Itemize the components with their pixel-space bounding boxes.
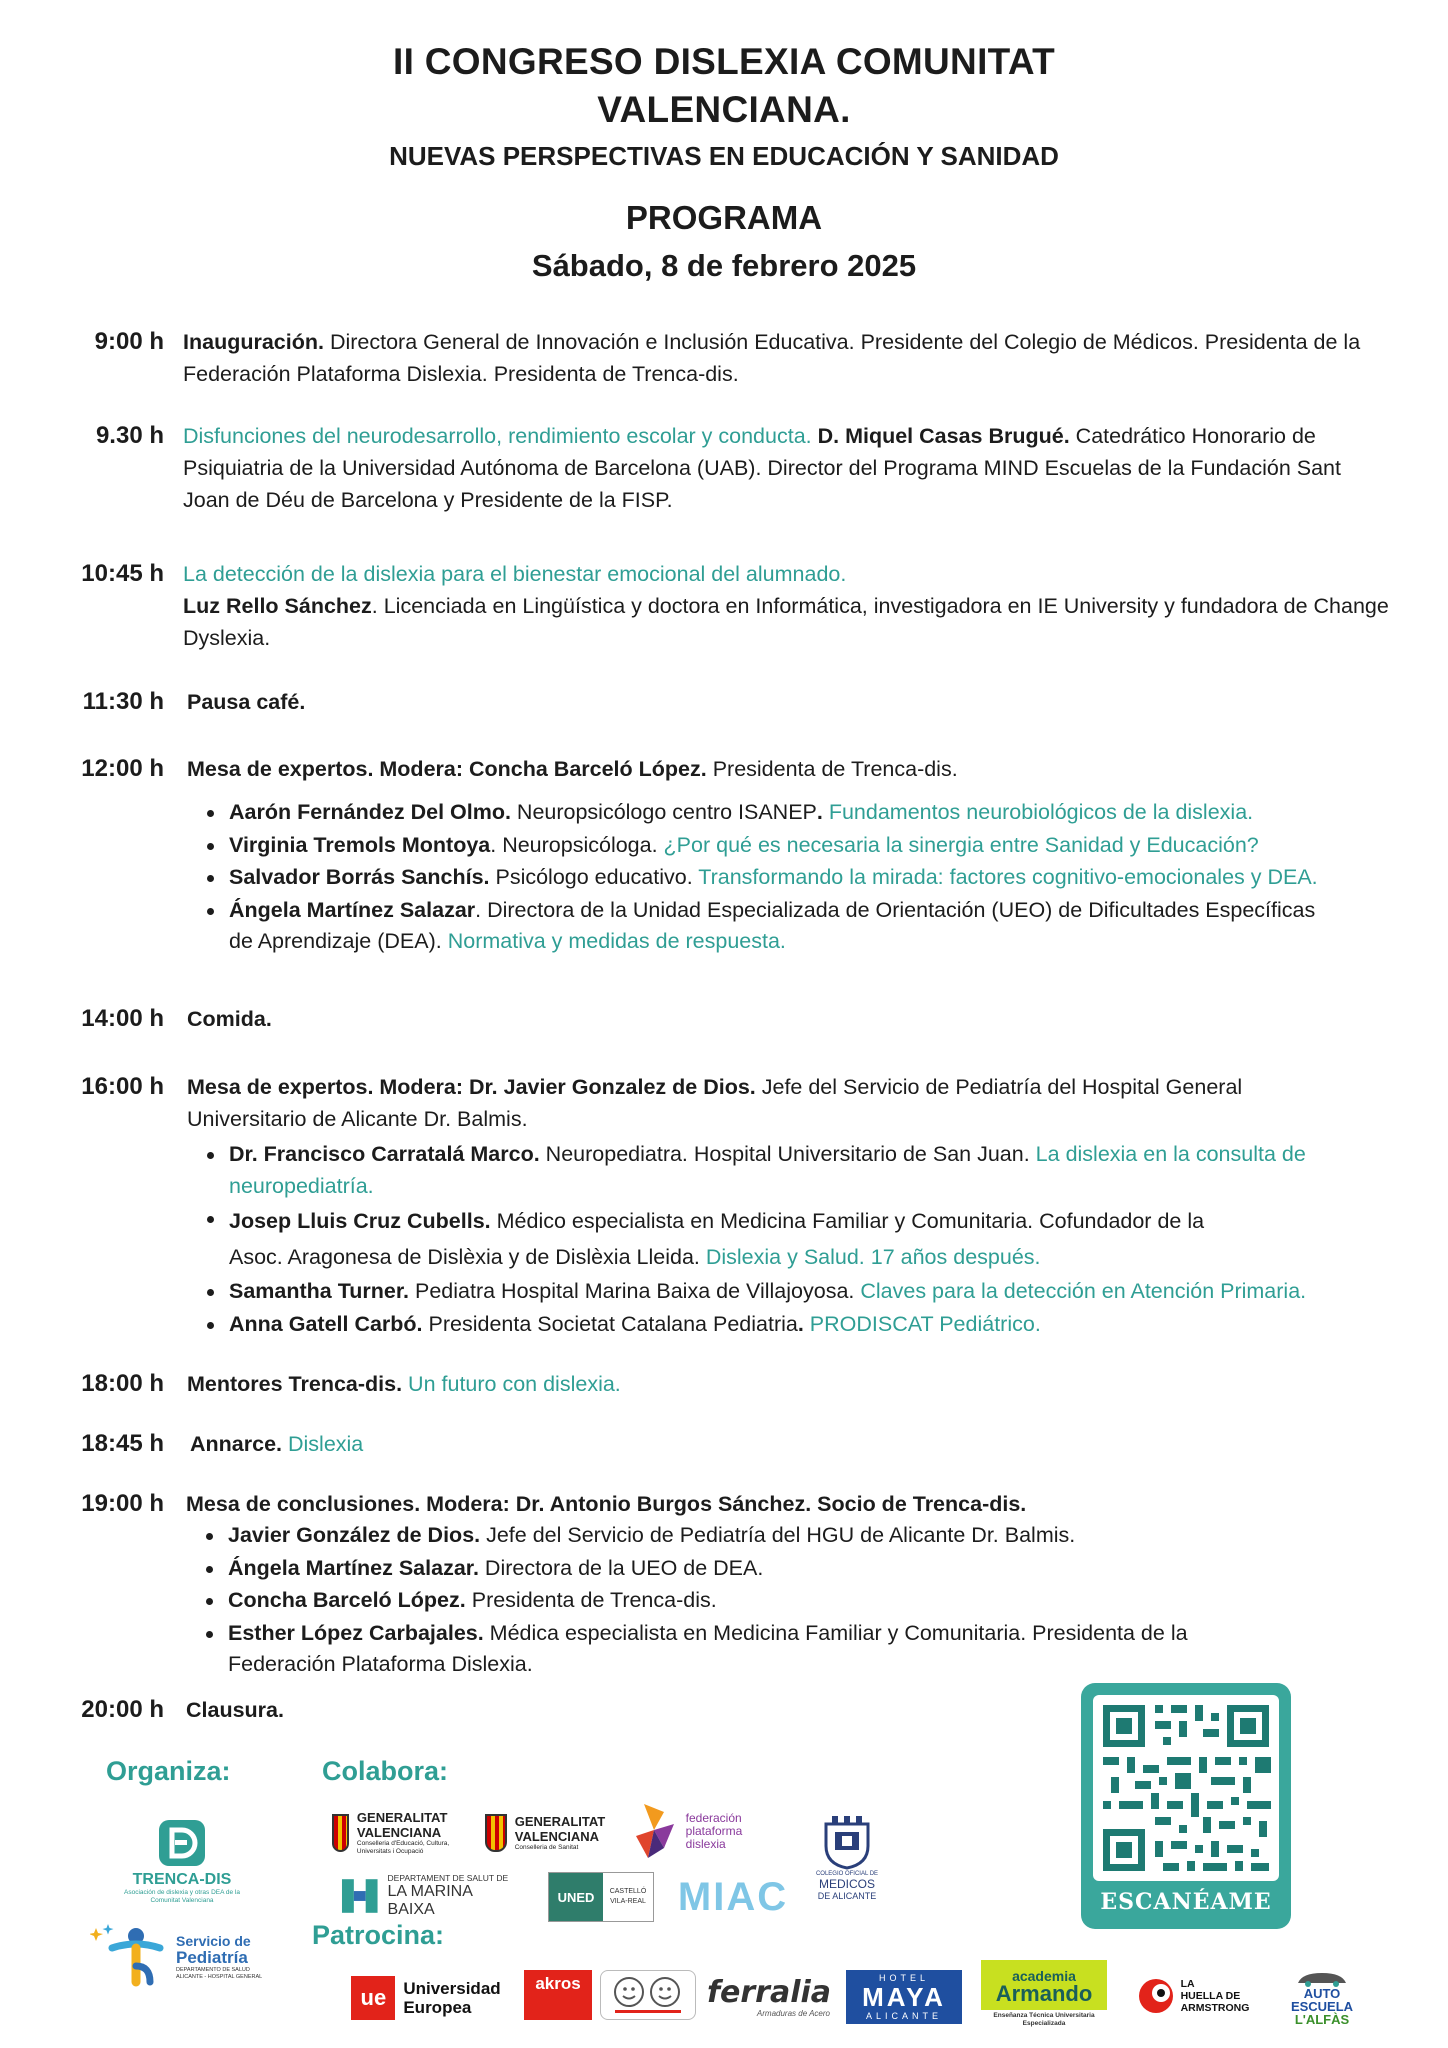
qr-label: ESCANÉAME xyxy=(1100,1889,1272,1915)
federacion-text xyxy=(686,1812,743,1851)
huella-icon xyxy=(1137,1977,1175,2015)
uned-line-1: CASTELLÓ xyxy=(609,1888,647,1895)
speaker-desc: . Directora de la Unidad Especializada de Orientación (UEO) de Dificultades Específicas de Aprendizaje (DEA). xyxy=(229,897,1316,953)
universidad-europea-logo xyxy=(344,1974,508,2022)
entry-text: Directora General de Innovación e Inclusión Educativa. Presidente del Colegio de Médicos. Presidenta de la Federación Plataforma Dislexia. Presidenta de Trenca-dis. xyxy=(183,330,1361,386)
entry-body xyxy=(187,1071,1317,1341)
uned-line-2: VILA-REAL xyxy=(610,1898,646,1905)
ferralia-name: ferralia xyxy=(706,1974,832,2010)
car-icon xyxy=(1292,1971,1352,1987)
children-faces-icon xyxy=(605,1974,691,2016)
talk-title: Claves para la detección en Atención Primaria. xyxy=(854,1279,1307,1303)
marina-baixa-line-2: LA MARINA BAIXA xyxy=(387,1883,473,1918)
marina-baixa-logo xyxy=(340,1874,522,1918)
entry-time: 12:00 h xyxy=(81,755,164,782)
speaker-desc: Directora de la UEO de DEA. xyxy=(478,1555,764,1580)
subtitle: NUEVAS PERSPECTIVAS EN EDUCACIÓN Y SANIDAD xyxy=(389,141,1059,171)
separator: . xyxy=(816,800,823,824)
entry-body xyxy=(187,1368,1397,1400)
entry-time: 9.30 h xyxy=(95,422,164,449)
federacion-line-3: dislexia xyxy=(685,1836,726,1851)
speaker-name: Aarón Fernández Del Olmo. xyxy=(229,800,511,824)
com-alicante-line-3: DE ALICANTE xyxy=(817,1890,877,1901)
list-item xyxy=(187,862,1397,894)
speaker-desc: Neuropediatra. Hospital Universitario de San Juan. xyxy=(539,1142,1030,1166)
ue-line-2: Europea xyxy=(403,1998,472,2017)
huella-line-1: LA xyxy=(1180,1978,1195,1990)
gva-sub: Conselleria d'Educació, Cultura, Universitats i Ocupació xyxy=(356,1840,450,1855)
entry-text: . Licenciada en Lingüística y doctora en Informática, investigadora en IE University y fundadora de Change Dyslexia. xyxy=(183,594,1389,650)
speaker-name: Virginia Tremols Montoya xyxy=(229,832,491,857)
entry-body xyxy=(183,558,1393,654)
uned-name: UNED xyxy=(549,1873,603,1921)
entry-time: 9:00 h xyxy=(94,328,164,355)
talk-title: Dislexia xyxy=(282,1432,364,1456)
armando-sub: Enseñanza Técnica Universitaria Especializada xyxy=(993,2012,1095,2027)
patrocina-label: Patrocina: xyxy=(312,1920,445,1950)
entry-time: 18:45 h xyxy=(81,1430,164,1457)
trencadis-icon xyxy=(157,1818,207,1868)
speaker-name: Josep Lluis Cruz Cubells. xyxy=(229,1209,491,1233)
pediatria-name-2: Pediatría xyxy=(176,1948,248,1967)
gva-shield-icon xyxy=(485,1814,507,1852)
entry-body xyxy=(187,753,1397,959)
maya-top: HOTEL xyxy=(878,1973,929,1983)
list-item xyxy=(187,895,1397,958)
speaker-name: Esther López Carbajales. xyxy=(228,1620,484,1645)
pediatria-icon xyxy=(90,1922,168,1992)
entry-time: 18:00 h xyxy=(81,1370,164,1397)
talk-title: Un futuro con dislexia. xyxy=(402,1372,621,1396)
trencadis-sub: Asociación de dislexia y otras DEA de la Comunitat Valenciana xyxy=(124,1888,240,1904)
qr-code[interactable] xyxy=(1081,1683,1291,1929)
federacion-icon xyxy=(634,1802,680,1860)
entry-time: 20:00 h xyxy=(81,1696,164,1723)
com-alicante-line-1: COLEGIO OFICIAL DE xyxy=(815,1870,879,1877)
speaker-name: Salvador Borrás Sanchís. xyxy=(229,865,490,889)
list-item xyxy=(187,797,1397,829)
hotel-maya-logo xyxy=(846,1970,962,2024)
ferralia-sub: Armaduras de Acero xyxy=(756,2008,830,2018)
speaker-desc: Neuropsicólogo centro ISANEP xyxy=(510,800,817,824)
speaker-desc: Pediatra Hospital Marina Baixa de Villajoyosa. xyxy=(409,1279,855,1303)
entry-body xyxy=(183,326,1393,390)
speaker-list xyxy=(187,1139,1317,1340)
armando-line-2: Armando xyxy=(995,1981,1093,2006)
title-line-1: II CONGRESO DISLEXIA COMUNITAT xyxy=(393,41,1055,82)
autoescuela-line-1: AUTO xyxy=(1303,1985,1341,2001)
list-item xyxy=(186,1618,1316,1681)
organiza-label: Organiza: xyxy=(106,1756,231,1786)
uned-city xyxy=(603,1887,653,1907)
autoescuela-line-3: L'ALFÀS xyxy=(1294,2011,1350,2027)
entry-time: 11:30 h xyxy=(82,688,164,715)
autoescuela-line-2: ESCUELA xyxy=(1290,1998,1354,2014)
gva-sanidad-logo xyxy=(481,1806,609,1860)
entry-title: Mesa de expertos. Moderа: Concha Barceló López. xyxy=(187,757,707,781)
speaker-name: Luz Rello Sánchez xyxy=(183,594,372,618)
entry-title: Annarce. xyxy=(190,1432,283,1456)
com-alicante-line-2: MEDICOS xyxy=(818,1876,875,1891)
speaker-name: D. Miquel Casas Brugué. xyxy=(811,424,1070,448)
trencadis-name: TRENCA-DIS xyxy=(132,1870,232,1888)
talk-title: PRODISCAT Pediátrico. xyxy=(803,1311,1041,1336)
armando-box xyxy=(981,1960,1107,2010)
talk-title: La detección de la dislexia para el bienestar emocional del alumnado. xyxy=(183,562,847,586)
title-line-2: VALENCIANA. xyxy=(597,89,851,130)
ue-mark: ue xyxy=(351,1976,395,2020)
speaker-desc: Médico especialista en Medicina Familiar y Comunitaria. Cofundador de la Asoc. Aragonesa de Dislèxia y de Dislèxia Lleida. xyxy=(229,1209,1205,1269)
maya-name: MAYA xyxy=(862,1982,946,2012)
pediatria-sub: DEPARTAMENTO DE SALUD ALICANTE - HOSPITAL GENERAL xyxy=(176,1967,263,1980)
speaker-name: Ángela Martínez Salazar. xyxy=(228,1555,479,1580)
speaker-desc: Presidenta Societat Catalana Pediatria xyxy=(422,1311,798,1336)
list-item xyxy=(186,1585,1316,1617)
com-alicante-logo xyxy=(811,1808,883,1906)
pediatria-logo xyxy=(84,1920,274,1994)
marina-baixa-text xyxy=(388,1873,522,1919)
federacion-line-1: federación xyxy=(685,1810,742,1825)
list-item xyxy=(186,1553,1316,1585)
armando-line-1: academia xyxy=(1012,1968,1076,1984)
entry-title: Clausura. xyxy=(186,1698,284,1722)
speaker-name: Ángela Martínez Salazar xyxy=(229,897,476,922)
entry-time: 16:00 h xyxy=(81,1073,164,1100)
qr-code-icon xyxy=(1093,1695,1279,1881)
speaker-desc: Médica especialista en Medicina Familiar y Comunitaria. Presidenta de la Federación Plataforma Dislexia. xyxy=(228,1620,1188,1676)
pediatria-name-1: Servicio de xyxy=(176,1933,251,1949)
marina-baixa-line-1: DEPARTAMENT DE SALUT DE xyxy=(387,1873,509,1883)
speaker-list xyxy=(187,797,1397,958)
huella-line-3: ARMSTRONG xyxy=(1180,2002,1250,2014)
speaker-name: Concha Barceló López. xyxy=(228,1588,466,1612)
gva-line-1: GENERALITAT xyxy=(514,1814,606,1829)
pediatria-text xyxy=(176,1933,268,1981)
entry-time: 19:00 h xyxy=(81,1490,164,1517)
separator: . xyxy=(797,1311,804,1336)
talk-title: Normativa y medidas de respuesta. xyxy=(441,929,786,953)
ferralia-logo xyxy=(708,1972,830,2022)
com-alicante-crest-icon xyxy=(818,1814,876,1870)
gva-shield-icon xyxy=(332,1814,349,1852)
autoescuela-logo xyxy=(1274,1968,1370,2028)
gva-line-2: VALENCIANA xyxy=(356,1825,442,1840)
event-date: Sábado, 8 de febrero 2025 xyxy=(531,248,917,283)
speaker-desc: . Neuropsicóloga. xyxy=(490,832,658,857)
speaker-list xyxy=(186,1520,1316,1681)
huella-line-2: HUELLA DE xyxy=(1180,1990,1241,2002)
talk-title: Dislexia y Salud. 17 años después. xyxy=(699,1245,1041,1269)
list-item xyxy=(186,1520,1316,1552)
talk-title: Fundamentos neurobiológicos de la dislexia. xyxy=(822,800,1254,824)
header xyxy=(0,38,1448,288)
list-item xyxy=(187,1309,1317,1341)
gva-educacion-logo xyxy=(332,1806,472,1860)
speaker-desc: Psicólogo educativo. xyxy=(489,865,693,889)
entry-title: Mesa de conclusiones. Modera: Dr. Antonio Burgos Sánchez. Socio de Trenca-dis. xyxy=(186,1492,1027,1516)
huella-text xyxy=(1181,1978,1250,2014)
talk-title: Transformando la mirada: factores cognitivo-emocionales y DEA. xyxy=(692,865,1318,889)
programa-heading: PROGRAMA xyxy=(625,199,823,236)
entry-title: Mentores Trenca-dis. xyxy=(187,1372,403,1396)
educational-logo xyxy=(600,1970,696,2020)
gva-line-1: GENERALITAT xyxy=(356,1810,448,1825)
gva-line-2: VALENCIANA xyxy=(514,1829,599,1844)
entry-title: Inauguración. xyxy=(183,330,324,354)
akros-logo: akros xyxy=(524,1970,592,2020)
uned-logo xyxy=(548,1872,654,1922)
entry-title: Mesa de expertos. Modera: Dr. Javier Gonzalez de Dios. xyxy=(187,1075,756,1099)
speaker-desc: Presidenta de Trenca-dis. xyxy=(465,1588,717,1612)
speaker-desc: Jefe del Servicio de Pediatría del HGU de Alicante Dr. Balmis. xyxy=(480,1523,1076,1547)
list-item xyxy=(187,1203,1317,1275)
entry-body xyxy=(183,420,1393,516)
entry-text: Catedrático Honorario de Psiquiatria de la Universidad Autónoma de Barcelona (UAB). Director del Programa MIND Escuelas de la Fundación Sant Joan de Déu de Barcelona y Presidente de la FISP. xyxy=(183,424,1341,512)
gva-sub: Conselleria de Sanitat xyxy=(514,1844,579,1851)
entry-body xyxy=(190,1428,1400,1460)
speaker-name: Anna Gatell Carbó. xyxy=(229,1311,423,1336)
talk-title: ¿Por qué es necesaria la sinergia entre Sanidad y Educación? xyxy=(657,832,1259,857)
speaker-name: Dr. Francisco Carratalá Marco. xyxy=(229,1142,540,1166)
speaker-name: Samantha Turner. xyxy=(229,1279,410,1303)
entry-time: 10:45 h xyxy=(81,560,164,587)
talk-title: La dislexia en la consulta de neuropediatría. xyxy=(229,1142,1306,1198)
trencadis-logo xyxy=(112,1808,252,1914)
entry-text: Presidenta de Trenca-dis. xyxy=(706,757,958,781)
list-item xyxy=(187,1276,1317,1308)
speaker-name: Javier González de Dios. xyxy=(228,1523,481,1547)
qr-code-matrix xyxy=(1093,1695,1279,1881)
entry-title: Comida. xyxy=(187,1007,272,1031)
entry-time: 14:00 h xyxy=(81,1005,164,1032)
maya-bottom: ALICANTE xyxy=(865,2011,942,2021)
talk-title: Disfunciones del neurodesarrollo, rendimiento escolar y conducta. xyxy=(183,424,812,448)
federacion-line-2: plataforma xyxy=(685,1823,743,1838)
entry-text: Jefe del Servicio de Pediatría del Hospital General Universitario de Alicante Dr. Balmis. xyxy=(187,1075,1243,1131)
marina-baixa-icon xyxy=(340,1877,380,1915)
ue-text xyxy=(403,1979,500,2017)
miac-logo: MIAC xyxy=(677,1874,789,1919)
huella-armstrong-logo xyxy=(1128,1968,1258,2024)
federacion-dislexia-logo xyxy=(630,1796,746,1866)
entry-title: Pausa café. xyxy=(187,690,306,714)
colabora-label: Colabora: xyxy=(322,1756,449,1786)
academia-armando-logo xyxy=(980,1960,1108,2028)
entry-body xyxy=(186,1488,1316,1682)
list-item xyxy=(187,1139,1317,1202)
list-item xyxy=(187,830,1397,862)
ue-line-1: Universidad xyxy=(403,1979,501,1998)
